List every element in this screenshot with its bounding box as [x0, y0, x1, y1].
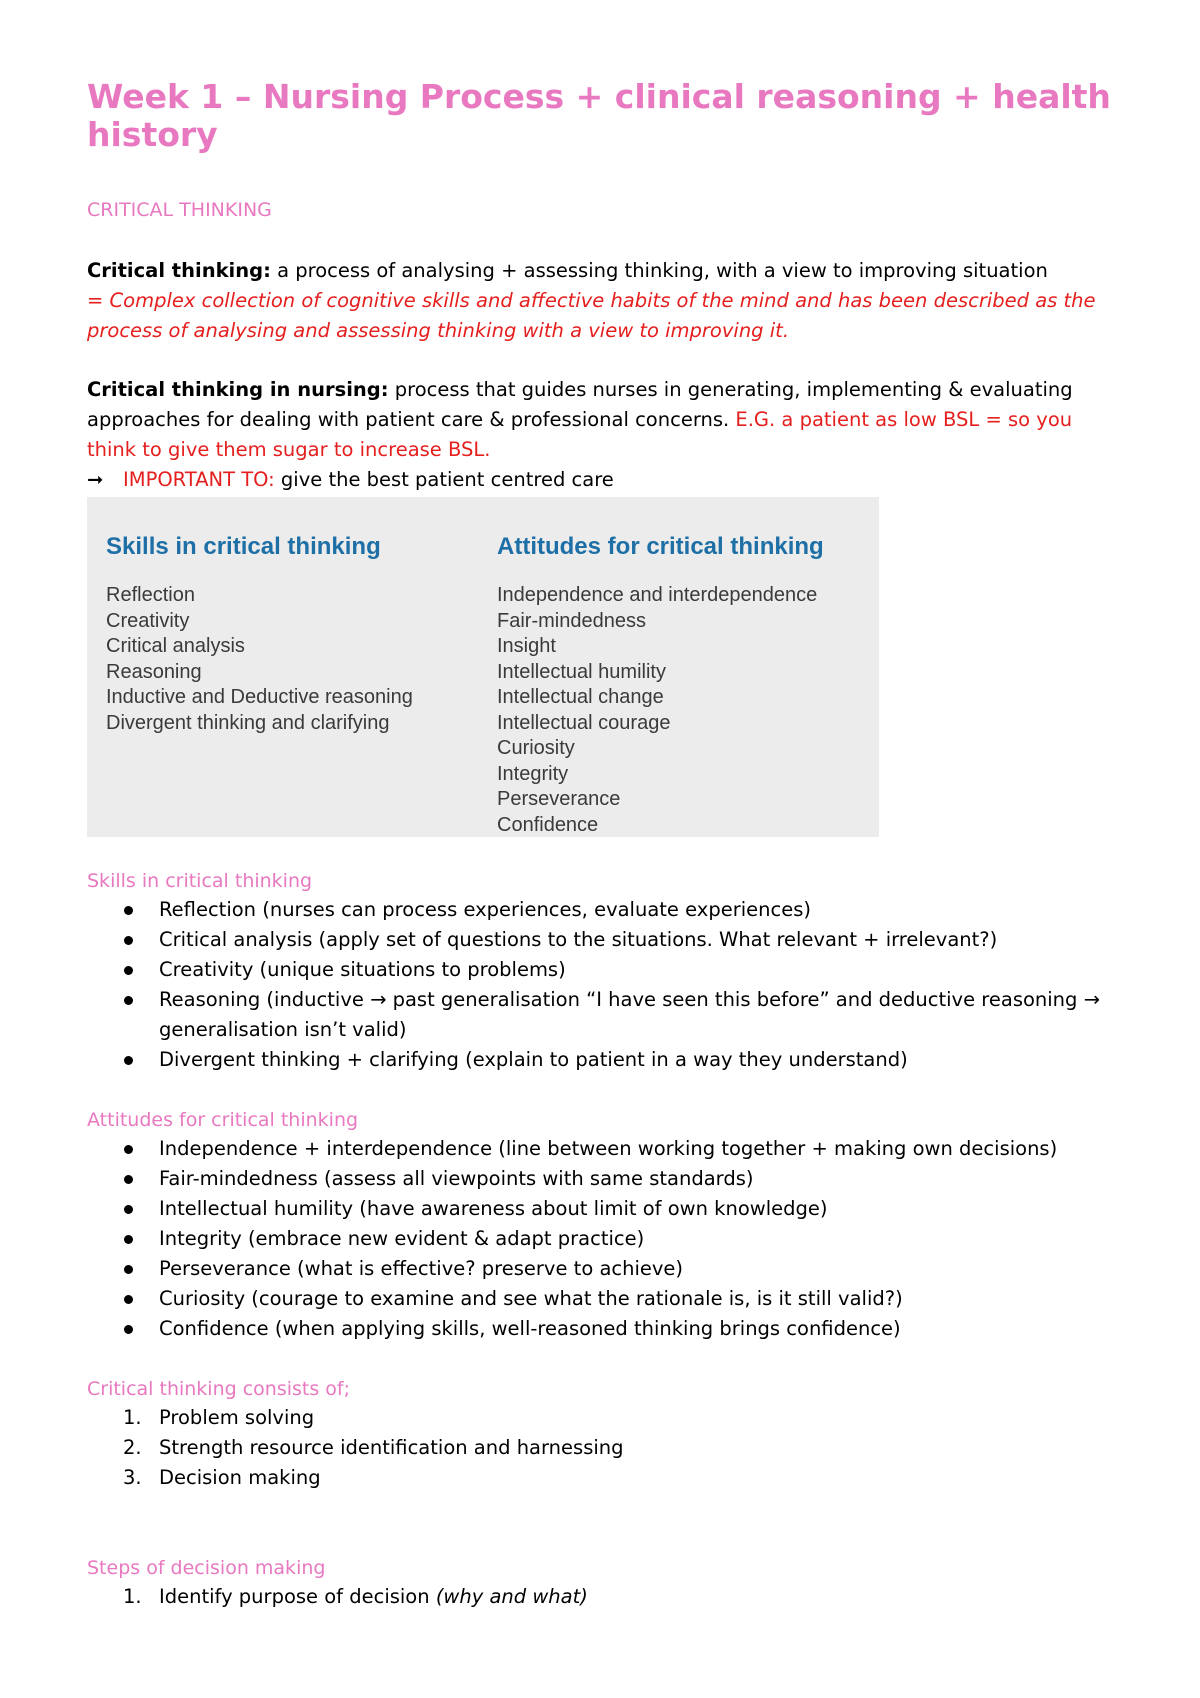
critical-thinking-figure	[87, 497, 879, 837]
list-item: Critical analysis (apply set of questions to the situations. What relevant + irrelevant?)	[87, 925, 1147, 955]
term-critical-thinking: Critical thinking:	[87, 259, 271, 282]
steps-section	[87, 1554, 1147, 1612]
figure-attitude-item: Confidence	[497, 813, 599, 836]
definition-critical-thinking-nursing	[87, 375, 1127, 465]
figure-skill-item: Critical analysis	[106, 635, 245, 657]
figure-skills-list	[106, 583, 413, 736]
steps-heading: Steps of decision making	[87, 1557, 326, 1579]
figure-attitude-item: Curiosity	[497, 737, 575, 759]
bullet-icon	[124, 1295, 133, 1304]
bullet-icon	[124, 996, 133, 1005]
skills-section	[87, 867, 1147, 1075]
important-label: IMPORTANT TO:	[123, 468, 275, 491]
list-item: Integrity (embrace new evident & adapt practice)	[87, 1224, 1147, 1254]
figure-skill-item: Inductive and Deductive reasoning	[106, 686, 413, 708]
list-item: 2. Strength resource identification and harnessing	[123, 1436, 624, 1459]
figure-skills-column	[106, 533, 413, 736]
figure-attitude-item: Independence and interdependence	[497, 584, 818, 606]
definition-text: a process of analysing + assessing thinking, with a view to improving situation	[270, 259, 1048, 282]
figure-skill-item: Reflection	[106, 584, 195, 606]
bullet-icon	[124, 1145, 133, 1154]
list-item: Perseverance (what is effective? preserve to achieve)	[87, 1254, 1147, 1284]
definition-text: process that guides nurses in generating, implementing & evaluating approaches for dealing with patient care & professional concerns.	[87, 378, 1073, 431]
figure-skill-item: Divergent thinking and clarifying	[106, 711, 390, 734]
definition-critical-thinking	[87, 256, 1127, 346]
definition-example: E.G. a patient as low BSL = so you think to give them sugar to increase BSL.	[87, 408, 1073, 461]
list-item: Fair-mindedness (assess all viewpoints with same standards)	[87, 1164, 1147, 1194]
skills-heading: Skills in critical thinking	[87, 870, 313, 892]
figure-skill-item: Reasoning	[106, 660, 202, 683]
figure-attitudes-list	[497, 583, 824, 838]
important-text: give the best patient centred care	[274, 468, 614, 491]
list-item: 1. Identify purpose of decision (why and what)	[123, 1585, 588, 1608]
consists-heading: Critical thinking consists of;	[87, 1378, 351, 1400]
bullet-icon	[124, 936, 133, 945]
page-title: Week 1 – Nursing Process + clinical reasoning + health history	[87, 77, 1111, 154]
term-critical-thinking-nursing: Critical thinking in nursing:	[87, 378, 389, 401]
bullet-icon	[124, 1235, 133, 1244]
figure-attitude-item: Perseverance	[497, 788, 621, 810]
attitudes-list	[87, 1134, 1147, 1344]
list-item: Creativity (unique situations to problems)	[87, 955, 1147, 985]
attitudes-heading: Attitudes for critical thinking	[87, 1109, 359, 1131]
figure-skills-title: Skills in critical thinking	[106, 533, 381, 560]
figure-attitude-item: Intellectual humility	[497, 660, 666, 683]
bullet-icon	[124, 1175, 133, 1184]
list-item: Curiosity (courage to examine and see what the rationale is, is it still valid?)	[87, 1284, 1147, 1314]
bullet-icon	[124, 1056, 133, 1065]
arrow-right-icon: ➞	[87, 468, 104, 491]
list-item: 3. Decision making	[123, 1466, 321, 1489]
bullet-icon	[124, 1205, 133, 1214]
figure-attitudes-column	[497, 533, 824, 838]
list-item: Reasoning (inductive → past generalisation “I have seen this before” and deductive reasoning → generalisation isn’t valid)	[87, 985, 1147, 1045]
list-item: Reflection (nurses can process experiences, evaluate experiences)	[87, 895, 1147, 925]
figure-attitude-item: Intellectual change	[497, 686, 664, 708]
skills-list	[87, 895, 1147, 1075]
bullet-icon	[124, 966, 133, 975]
figure-attitudes-title: Attitudes for critical thinking	[497, 533, 824, 560]
figure-attitude-item: Insight	[497, 635, 556, 657]
list-item: Independence + interdependence (line between working together + making own decisions)	[87, 1134, 1147, 1164]
figure-skill-item: Creativity	[106, 609, 190, 632]
consists-section	[87, 1375, 1147, 1493]
figure-attitude-item: Integrity	[497, 762, 569, 785]
list-item: Divergent thinking + clarifying (explain to patient in a way they understand)	[87, 1045, 1147, 1075]
bullet-icon	[124, 906, 133, 915]
consists-list	[87, 1403, 1147, 1493]
definition-elaboration: = Complex collection of cognitive skills and affective habits of the mind and has been described as the process of analysing and assessing thinking with a view to improving it.	[87, 289, 1096, 342]
attitudes-section	[87, 1106, 1147, 1344]
steps-list	[87, 1582, 1147, 1612]
bullet-icon	[124, 1265, 133, 1274]
list-item: 1. Problem solving	[123, 1406, 315, 1429]
list-item: Intellectual humility (have awareness about limit of own knowledge)	[87, 1194, 1147, 1224]
figure-attitude-item: Fair-mindedness	[497, 609, 646, 632]
section-heading-critical-thinking: CRITICAL THINKING	[87, 199, 272, 221]
bullet-icon	[124, 1325, 133, 1334]
document-page	[87, 78, 1127, 495]
figure-attitude-item: Intellectual courage	[497, 711, 671, 734]
list-item: Confidence (when applying skills, well-reasoned thinking brings confidence)	[87, 1314, 1147, 1344]
important-note	[87, 465, 1127, 495]
